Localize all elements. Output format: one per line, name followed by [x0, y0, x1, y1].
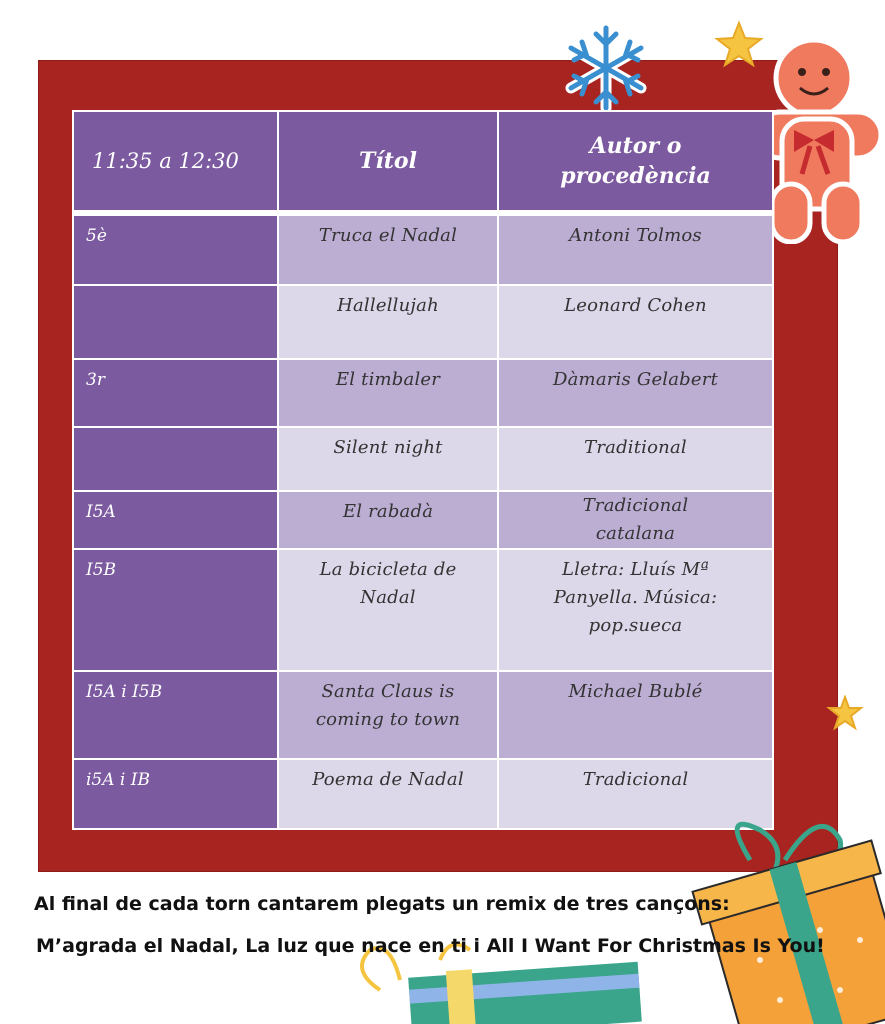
group-cell: 3r: [73, 359, 278, 427]
group-cell: I5A i I5B: [73, 671, 278, 759]
song-title: El timbaler: [278, 359, 498, 427]
snowflake-icon: [556, 20, 656, 116]
table-header-row: [73, 111, 773, 213]
song-author: Leonard Cohen: [498, 285, 773, 359]
song-author: Tradicional: [498, 759, 773, 829]
song-title: El rabadà: [278, 491, 498, 549]
song-title: Santa Claus is coming to town: [278, 671, 498, 759]
song-author: Michael Bublé: [498, 671, 773, 759]
song-author: Antoni Tolmos: [498, 213, 773, 285]
star-icon: [826, 695, 864, 731]
table-row: [73, 359, 773, 427]
song-title: Hallellujah: [278, 285, 498, 359]
schedule-table: [72, 110, 774, 830]
table-row: [73, 759, 773, 829]
group-cell: I5A: [73, 491, 278, 549]
group-cell: [73, 427, 278, 491]
table-row: [73, 285, 773, 359]
header-title: Títol: [278, 111, 498, 213]
group-cell: [73, 285, 278, 359]
song-author: Traditional: [498, 427, 773, 491]
header-time: 11:35 a 12:30: [73, 111, 278, 213]
song-title: Silent night: [278, 427, 498, 491]
song-author: Dàmaris Gelabert: [498, 359, 773, 427]
header-author: Autor o procedència: [498, 111, 773, 213]
group-cell: I5B: [73, 549, 278, 671]
table-row: [73, 427, 773, 491]
table-row: [73, 549, 773, 671]
song-title: Truca el Nadal: [278, 213, 498, 285]
song-title: Poema de Nadal: [278, 759, 498, 829]
song-title: La bicicleta de Nadal: [278, 549, 498, 671]
table-row: [73, 491, 773, 549]
song-author: Lletra: Lluís Mª Panyella. Música: pop.sueca: [498, 549, 773, 671]
group-cell: i5A i IB: [73, 759, 278, 829]
table-row: [73, 671, 773, 759]
footer-line-2: M’agrada el Nadal, La luz que nace en ti i All I Want For Christmas Is You!: [36, 935, 825, 957]
footer-line-1: Al final de cada torn cantarem plegats un remix de tres cançons:: [34, 893, 730, 915]
table-row: [73, 213, 773, 285]
song-author: Tradicional catalana: [498, 491, 773, 549]
group-cell: 5è: [73, 213, 278, 285]
